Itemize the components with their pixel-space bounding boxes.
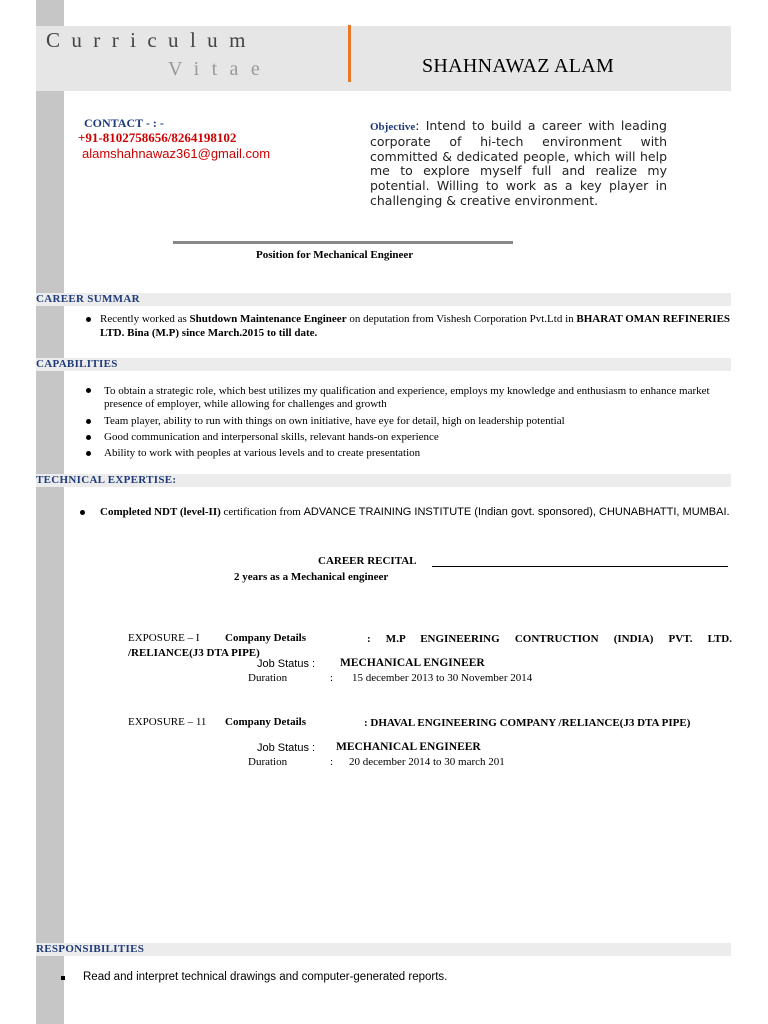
career-recital-title: CAREER RECITAL [318,555,417,567]
bullet-dot [86,435,91,440]
duration-row [128,756,732,770]
capability-item: Good communication and interpersonal skills, relevant hands-on experience [104,431,439,443]
summary-text-1: Recently worked as [100,313,190,325]
contact-email[interactable]: alamshahnawaz361@gmail.com [82,146,271,161]
duration-label: Duration [248,756,288,768]
exposure-label: EXPOSURE – I [128,632,200,644]
title-divider [348,25,351,82]
cv-title-line1: Curriculum [46,28,257,52]
summary-text-2: on deputation from Vishesh Corporation Pvt.Ltd in [346,313,577,325]
company-details-label: Company Details [225,716,306,728]
objective-block [370,119,667,209]
duration-value: 20 december 2014 to 30 march 201 [349,756,505,768]
capability-item: Team player, ability to run with things on own initiative, have eye for detail, high on leadership potential [104,415,565,427]
objective-text: : Intend to build a career with leading corporate of hi-tech environment with committed & dedicated people, which will help me to explore myself full and realize my potential. Willing to work as a key player in challenging & creative environment. [370,118,667,208]
section-title-career-summary: CAREER SUMMAR [36,293,140,305]
career-summary-text [100,312,732,340]
job-status-label: Job Status : [257,742,316,754]
summary-company: BHARAT OMAN REFINERIES LTD. Bina (M.P) since March.2015 to till date. [100,313,731,339]
company-details-label: Company Details [225,632,306,644]
job-status-value: MECHANICAL ENGINEER [340,657,485,669]
exposure-label: EXPOSURE – 11 [128,716,207,728]
capability-item: Ability to work with peoples at various levels and to create presentation [104,447,421,459]
responsibility-item: Read and interpret technical drawings and computer-generated reports. [83,971,448,983]
job-status-label: Job Status : [257,658,316,670]
contact-phone: +91-8102758656/8264198102 [78,130,237,145]
section-title-capabilities: CAPABILITIES [36,358,118,370]
bullet-dot [86,388,91,393]
section-bar-career-summary [36,293,731,306]
position-rule [173,241,513,244]
job-status-value: MECHANICAL ENGINEER [336,741,481,753]
section-title-responsibilities: RESPONSIBILITIES [36,943,145,955]
position-title: Position for Mechanical Engineer [256,249,414,261]
section-title-technical: TECHNICAL EXPERTISE: [36,474,177,486]
exposure-1 [128,632,732,686]
duration-colon: : [330,756,334,768]
job-status-row [128,658,732,672]
bullet-dot [86,419,91,424]
career-recital-subtitle: 2 years as a Mechanical engineer [234,571,389,583]
contact-label: CONTACT - : - [84,116,164,130]
technical-cert: Completed NDT (level-II) [100,506,221,518]
career-recital-rule [432,566,728,567]
exposure-2 [128,716,732,770]
section-bar-capabilities [36,358,731,371]
bullet-dot [86,451,91,456]
exposure-1-header [128,632,732,658]
duration-label: Duration [248,672,288,684]
bullet-dot [80,510,85,515]
technical-text-1: certification from [220,506,304,518]
bullet-dot [86,317,91,322]
bullet-square [61,976,65,980]
objective-label: Objective [370,121,416,133]
sidebar-bar [36,0,64,1024]
job-status-row [128,742,732,756]
company-name: : M.P ENGINEERING CONTRUCTION (INDIA) PVT. LTD. /RELIANCE(J3 DTA PIPE) [128,633,732,659]
summary-role: Shutdown Maintenance Engineer [189,313,347,325]
duration-value: 15 december 2013 to 30 November 2014 [352,672,533,684]
duration-row [128,672,732,686]
exposure-2-header [128,716,732,742]
duration-colon: : [330,672,334,684]
candidate-name: SHAHNAWAZ ALAM [422,55,615,77]
cv-title-line2: Vitae [168,58,273,80]
technical-text [100,505,732,520]
company-name: : DHAVAL ENGINEERING COMPANY /RELIANCE(J3 DTA PIPE) [364,717,691,729]
capability-item: To obtain a strategic role, which best utilizes my qualification and experience, employs my knowledge and enthusiasm to enhance market presence of employer, while allowing for challenges and growth [104,385,710,410]
technical-institute: ADVANCE TRAINING INSTITUTE (Indian govt. sponsored), CHUNABHATTI, MUMBAI. [303,506,730,518]
